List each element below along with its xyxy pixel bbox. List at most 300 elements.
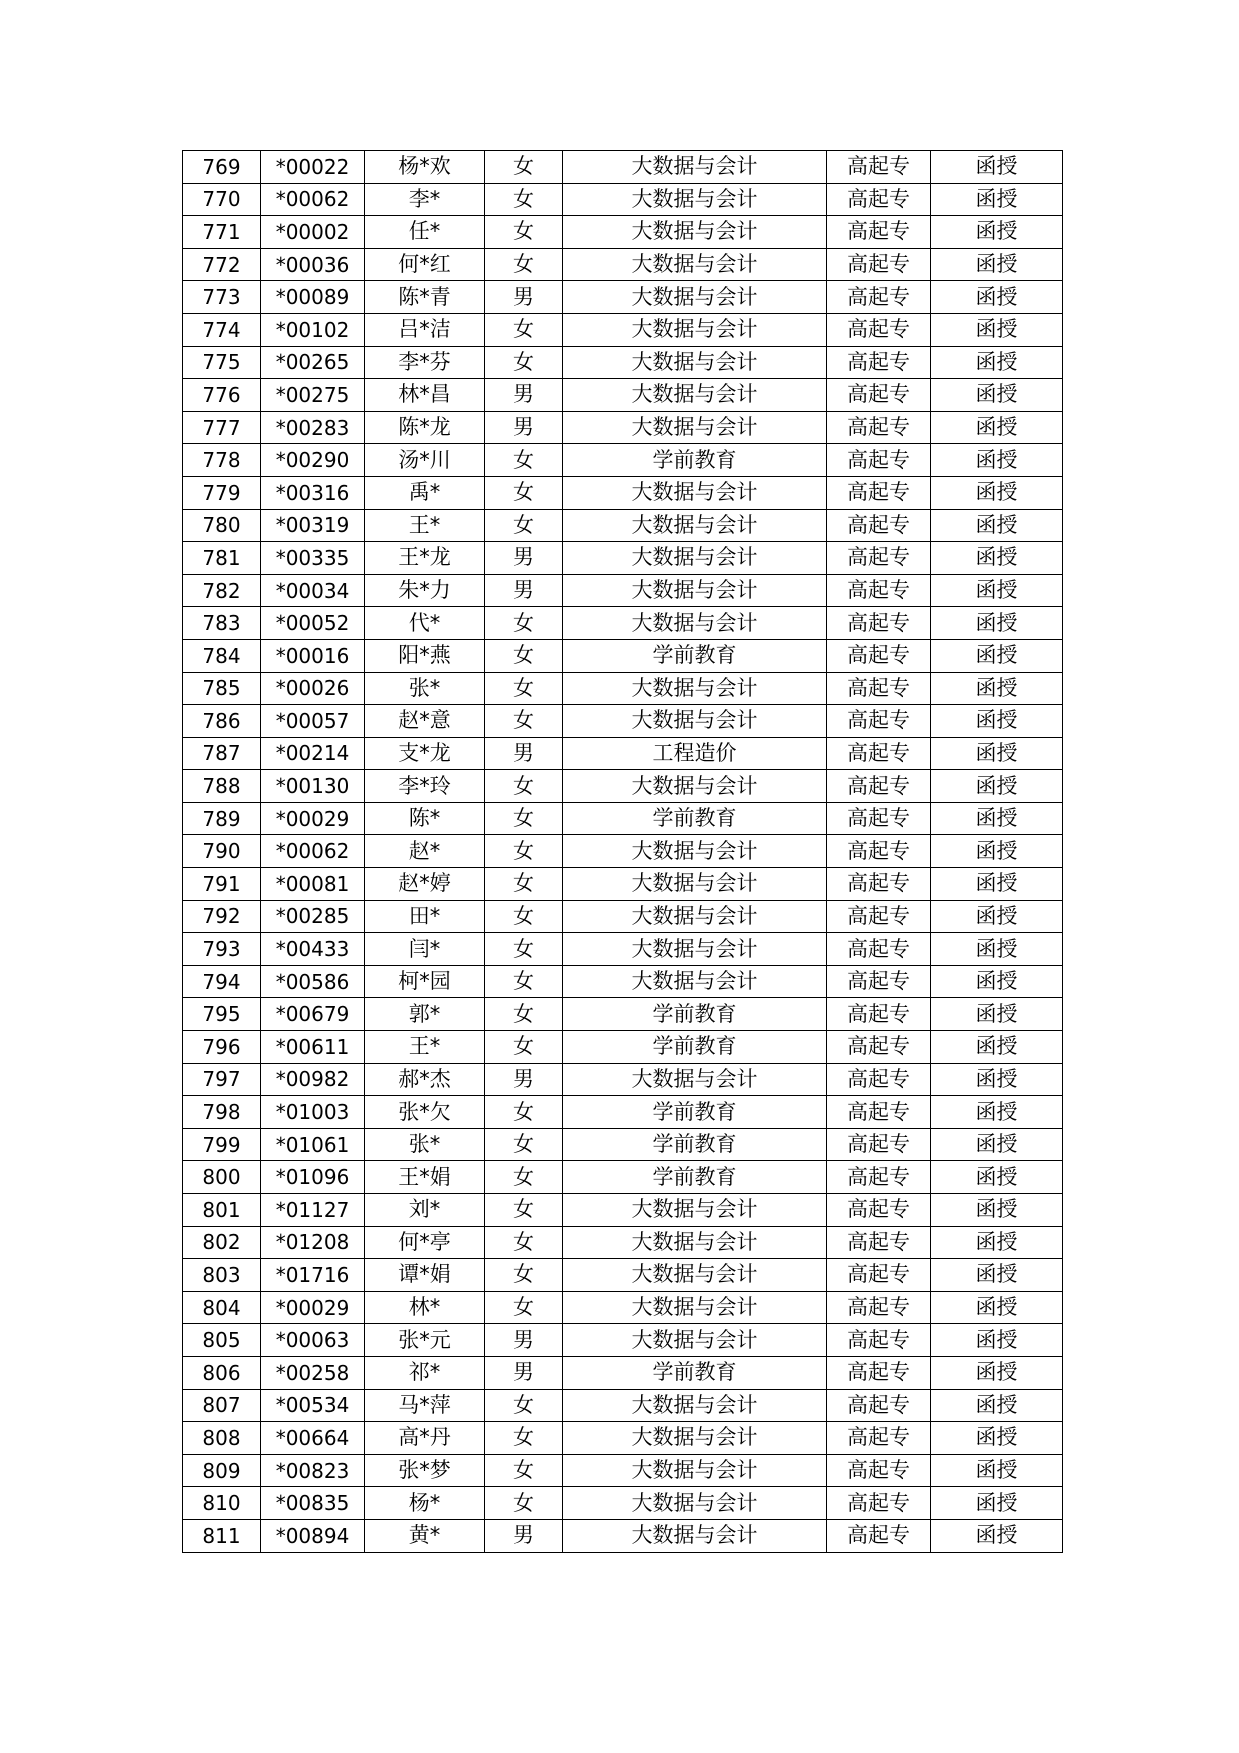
- gender-cell: 男: [485, 1519, 563, 1552]
- student-id-cell: *00316: [261, 476, 365, 509]
- student-name-cell: 张*元: [365, 1324, 485, 1357]
- table-row: [183, 281, 1063, 314]
- level-cell: 高起专: [827, 705, 931, 738]
- major-cell: 大数据与会计: [563, 411, 827, 444]
- level-cell: 高起专: [827, 1422, 931, 1455]
- gender-cell: 女: [485, 1291, 563, 1324]
- student-id-cell: *00062: [261, 835, 365, 868]
- student-id-cell: *00089: [261, 281, 365, 314]
- student-id-cell: *00022: [261, 151, 365, 184]
- table-row: [183, 802, 1063, 835]
- study-mode-cell: 函授: [931, 444, 1063, 477]
- level-cell: 高起专: [827, 542, 931, 575]
- major-cell: 大数据与会计: [563, 313, 827, 346]
- level-cell: 高起专: [827, 639, 931, 672]
- level-cell: 高起专: [827, 998, 931, 1031]
- row-number-cell: 804: [183, 1291, 261, 1324]
- student-name-cell: 刘*: [365, 1194, 485, 1227]
- row-number-cell: 792: [183, 900, 261, 933]
- gender-cell: 女: [485, 313, 563, 346]
- major-cell: 大数据与会计: [563, 476, 827, 509]
- level-cell: 高起专: [827, 248, 931, 281]
- student-id-cell: *00319: [261, 509, 365, 542]
- row-number-cell: 788: [183, 770, 261, 803]
- study-mode-cell: 函授: [931, 835, 1063, 868]
- student-name-cell: 李*玲: [365, 770, 485, 803]
- major-cell: 大数据与会计: [563, 281, 827, 314]
- student-id-cell: *01003: [261, 1096, 365, 1129]
- student-name-cell: 王*: [365, 1031, 485, 1064]
- row-number-cell: 774: [183, 313, 261, 346]
- level-cell: 高起专: [827, 835, 931, 868]
- student-id-cell: *00835: [261, 1487, 365, 1520]
- level-cell: 高起专: [827, 672, 931, 705]
- row-number-cell: 770: [183, 183, 261, 216]
- table-row: [183, 151, 1063, 184]
- level-cell: 高起专: [827, 1031, 931, 1064]
- student-name-cell: 王*娟: [365, 1161, 485, 1194]
- student-id-cell: *00275: [261, 379, 365, 412]
- gender-cell: 女: [485, 216, 563, 249]
- student-name-cell: 杨*: [365, 1487, 485, 1520]
- major-cell: 大数据与会计: [563, 542, 827, 575]
- student-name-cell: 王*龙: [365, 542, 485, 575]
- row-number-cell: 789: [183, 802, 261, 835]
- major-cell: 学前教育: [563, 998, 827, 1031]
- student-id-cell: *00016: [261, 639, 365, 672]
- roster-body: [183, 151, 1063, 1553]
- table-row: [183, 770, 1063, 803]
- study-mode-cell: 函授: [931, 705, 1063, 738]
- study-mode-cell: 函授: [931, 574, 1063, 607]
- student-id-cell: *00534: [261, 1389, 365, 1422]
- gender-cell: 男: [485, 379, 563, 412]
- row-number-cell: 800: [183, 1161, 261, 1194]
- table-row: [183, 1454, 1063, 1487]
- major-cell: 学前教育: [563, 444, 827, 477]
- student-name-cell: 祁*: [365, 1356, 485, 1389]
- gender-cell: 女: [485, 1031, 563, 1064]
- major-cell: 大数据与会计: [563, 1194, 827, 1227]
- student-name-cell: 赵*婷: [365, 868, 485, 901]
- student-id-cell: *00057: [261, 705, 365, 738]
- level-cell: 高起专: [827, 900, 931, 933]
- level-cell: 高起专: [827, 933, 931, 966]
- row-number-cell: 794: [183, 965, 261, 998]
- student-id-cell: *00034: [261, 574, 365, 607]
- gender-cell: 女: [485, 639, 563, 672]
- table-row: [183, 998, 1063, 1031]
- table-row: [183, 1389, 1063, 1422]
- study-mode-cell: 函授: [931, 868, 1063, 901]
- gender-cell: 女: [485, 346, 563, 379]
- level-cell: 高起专: [827, 770, 931, 803]
- major-cell: 学前教育: [563, 802, 827, 835]
- row-number-cell: 807: [183, 1389, 261, 1422]
- study-mode-cell: 函授: [931, 1063, 1063, 1096]
- student-name-cell: 陈*龙: [365, 411, 485, 444]
- gender-cell: 男: [485, 574, 563, 607]
- major-cell: 学前教育: [563, 639, 827, 672]
- gender-cell: 女: [485, 1226, 563, 1259]
- table-row: [183, 672, 1063, 705]
- level-cell: 高起专: [827, 379, 931, 412]
- student-id-cell: *00102: [261, 313, 365, 346]
- table-row: [183, 1161, 1063, 1194]
- major-cell: 大数据与会计: [563, 835, 827, 868]
- level-cell: 高起专: [827, 1063, 931, 1096]
- major-cell: 大数据与会计: [563, 607, 827, 640]
- row-number-cell: 797: [183, 1063, 261, 1096]
- student-id-cell: *00982: [261, 1063, 365, 1096]
- major-cell: 大数据与会计: [563, 1291, 827, 1324]
- row-number-cell: 805: [183, 1324, 261, 1357]
- row-number-cell: 785: [183, 672, 261, 705]
- student-id-cell: *01716: [261, 1259, 365, 1292]
- student-name-cell: 田*: [365, 900, 485, 933]
- table-row: [183, 737, 1063, 770]
- study-mode-cell: 函授: [931, 1519, 1063, 1552]
- student-id-cell: *00026: [261, 672, 365, 705]
- student-id-cell: *00335: [261, 542, 365, 575]
- student-id-cell: *00265: [261, 346, 365, 379]
- gender-cell: 女: [485, 770, 563, 803]
- study-mode-cell: 函授: [931, 183, 1063, 216]
- gender-cell: 女: [485, 705, 563, 738]
- student-name-cell: 支*龙: [365, 737, 485, 770]
- study-mode-cell: 函授: [931, 900, 1063, 933]
- table-row: [183, 1324, 1063, 1357]
- student-name-cell: 林*: [365, 1291, 485, 1324]
- study-mode-cell: 函授: [931, 770, 1063, 803]
- level-cell: 高起专: [827, 1487, 931, 1520]
- student-id-cell: *00664: [261, 1422, 365, 1455]
- level-cell: 高起专: [827, 802, 931, 835]
- gender-cell: 女: [485, 476, 563, 509]
- student-name-cell: 何*亭: [365, 1226, 485, 1259]
- student-id-cell: *00081: [261, 868, 365, 901]
- student-name-cell: 张*: [365, 672, 485, 705]
- gender-cell: 女: [485, 151, 563, 184]
- student-name-cell: 谭*娟: [365, 1259, 485, 1292]
- gender-cell: 女: [485, 444, 563, 477]
- study-mode-cell: 函授: [931, 1324, 1063, 1357]
- student-id-cell: *00029: [261, 802, 365, 835]
- level-cell: 高起专: [827, 183, 931, 216]
- major-cell: 大数据与会计: [563, 1487, 827, 1520]
- student-name-cell: 闫*: [365, 933, 485, 966]
- row-number-cell: 772: [183, 248, 261, 281]
- level-cell: 高起专: [827, 1096, 931, 1129]
- study-mode-cell: 函授: [931, 1259, 1063, 1292]
- study-mode-cell: 函授: [931, 1389, 1063, 1422]
- study-mode-cell: 函授: [931, 1226, 1063, 1259]
- gender-cell: 男: [485, 1324, 563, 1357]
- student-name-cell: 郝*杰: [365, 1063, 485, 1096]
- gender-cell: 男: [485, 411, 563, 444]
- gender-cell: 女: [485, 965, 563, 998]
- major-cell: 大数据与会计: [563, 1454, 827, 1487]
- student-id-cell: *00036: [261, 248, 365, 281]
- level-cell: 高起专: [827, 509, 931, 542]
- table-row: [183, 1422, 1063, 1455]
- table-row: [183, 1194, 1063, 1227]
- gender-cell: 女: [485, 1194, 563, 1227]
- gender-cell: 女: [485, 607, 563, 640]
- level-cell: 高起专: [827, 313, 931, 346]
- row-number-cell: 780: [183, 509, 261, 542]
- major-cell: 学前教育: [563, 1031, 827, 1064]
- row-number-cell: 787: [183, 737, 261, 770]
- student-id-cell: *00290: [261, 444, 365, 477]
- table-row: [183, 868, 1063, 901]
- row-number-cell: 796: [183, 1031, 261, 1064]
- gender-cell: 女: [485, 933, 563, 966]
- gender-cell: 女: [485, 509, 563, 542]
- study-mode-cell: 函授: [931, 346, 1063, 379]
- student-name-cell: 高*丹: [365, 1422, 485, 1455]
- student-name-cell: 杨*欢: [365, 151, 485, 184]
- row-number-cell: 790: [183, 835, 261, 868]
- row-number-cell: 806: [183, 1356, 261, 1389]
- student-id-cell: *00258: [261, 1356, 365, 1389]
- study-mode-cell: 函授: [931, 1454, 1063, 1487]
- row-number-cell: 775: [183, 346, 261, 379]
- study-mode-cell: 函授: [931, 933, 1063, 966]
- major-cell: 大数据与会计: [563, 1422, 827, 1455]
- table-row: [183, 444, 1063, 477]
- study-mode-cell: 函授: [931, 1291, 1063, 1324]
- gender-cell: 女: [485, 1487, 563, 1520]
- level-cell: 高起专: [827, 411, 931, 444]
- gender-cell: 女: [485, 248, 563, 281]
- student-name-cell: 张*梦: [365, 1454, 485, 1487]
- gender-cell: 女: [485, 1422, 563, 1455]
- major-cell: 大数据与会计: [563, 346, 827, 379]
- row-number-cell: 779: [183, 476, 261, 509]
- gender-cell: 男: [485, 737, 563, 770]
- gender-cell: 女: [485, 1161, 563, 1194]
- level-cell: 高起专: [827, 1161, 931, 1194]
- level-cell: 高起专: [827, 1324, 931, 1357]
- row-number-cell: 795: [183, 998, 261, 1031]
- level-cell: 高起专: [827, 1226, 931, 1259]
- student-name-cell: 张*欠: [365, 1096, 485, 1129]
- table-row: [183, 933, 1063, 966]
- row-number-cell: 786: [183, 705, 261, 738]
- gender-cell: 男: [485, 1356, 563, 1389]
- student-name-cell: 林*昌: [365, 379, 485, 412]
- student-name-cell: 赵*: [365, 835, 485, 868]
- table-row: [183, 1063, 1063, 1096]
- gender-cell: 男: [485, 281, 563, 314]
- table-row: [183, 705, 1063, 738]
- table-row: [183, 509, 1063, 542]
- student-name-cell: 汤*川: [365, 444, 485, 477]
- student-id-cell: *00214: [261, 737, 365, 770]
- student-id-cell: *00029: [261, 1291, 365, 1324]
- student-id-cell: *00611: [261, 1031, 365, 1064]
- gender-cell: 男: [485, 542, 563, 575]
- table-row: [183, 607, 1063, 640]
- study-mode-cell: 函授: [931, 151, 1063, 184]
- table-row: [183, 379, 1063, 412]
- table-row: [183, 1226, 1063, 1259]
- table-row: [183, 346, 1063, 379]
- student-name-cell: 王*: [365, 509, 485, 542]
- student-id-cell: *00285: [261, 900, 365, 933]
- table-row: [183, 639, 1063, 672]
- gender-cell: 男: [485, 1063, 563, 1096]
- student-id-cell: *00062: [261, 183, 365, 216]
- row-number-cell: 802: [183, 1226, 261, 1259]
- student-name-cell: 李*芬: [365, 346, 485, 379]
- table-row: [183, 574, 1063, 607]
- major-cell: 大数据与会计: [563, 705, 827, 738]
- major-cell: 大数据与会计: [563, 1226, 827, 1259]
- major-cell: 大数据与会计: [563, 965, 827, 998]
- level-cell: 高起专: [827, 1128, 931, 1161]
- study-mode-cell: 函授: [931, 965, 1063, 998]
- student-id-cell: *00052: [261, 607, 365, 640]
- level-cell: 高起专: [827, 1454, 931, 1487]
- student-id-cell: *00002: [261, 216, 365, 249]
- student-name-cell: 黄*: [365, 1519, 485, 1552]
- student-name-cell: 任*: [365, 216, 485, 249]
- table-row: [183, 542, 1063, 575]
- major-cell: 学前教育: [563, 1356, 827, 1389]
- student-id-cell: *01061: [261, 1128, 365, 1161]
- level-cell: 高起专: [827, 868, 931, 901]
- level-cell: 高起专: [827, 1194, 931, 1227]
- major-cell: 大数据与会计: [563, 672, 827, 705]
- student-roster-table: [182, 150, 1063, 1553]
- gender-cell: 女: [485, 900, 563, 933]
- table-row: [183, 835, 1063, 868]
- major-cell: 大数据与会计: [563, 1389, 827, 1422]
- table-row: [183, 1291, 1063, 1324]
- row-number-cell: 809: [183, 1454, 261, 1487]
- table-row: [183, 476, 1063, 509]
- level-cell: 高起专: [827, 151, 931, 184]
- study-mode-cell: 函授: [931, 476, 1063, 509]
- table-row: [183, 216, 1063, 249]
- row-number-cell: 808: [183, 1422, 261, 1455]
- study-mode-cell: 函授: [931, 281, 1063, 314]
- student-name-cell: 吕*洁: [365, 313, 485, 346]
- level-cell: 高起专: [827, 346, 931, 379]
- major-cell: 大数据与会计: [563, 248, 827, 281]
- table-row: [183, 1259, 1063, 1292]
- study-mode-cell: 函授: [931, 1356, 1063, 1389]
- gender-cell: 女: [485, 183, 563, 216]
- table-row: [183, 1096, 1063, 1129]
- level-cell: 高起专: [827, 607, 931, 640]
- table-row: [183, 1487, 1063, 1520]
- major-cell: 学前教育: [563, 1096, 827, 1129]
- row-number-cell: 776: [183, 379, 261, 412]
- gender-cell: 女: [485, 672, 563, 705]
- major-cell: 大数据与会计: [563, 770, 827, 803]
- row-number-cell: 769: [183, 151, 261, 184]
- table-row: [183, 183, 1063, 216]
- row-number-cell: 773: [183, 281, 261, 314]
- study-mode-cell: 函授: [931, 216, 1063, 249]
- level-cell: 高起专: [827, 1389, 931, 1422]
- level-cell: 高起专: [827, 1519, 931, 1552]
- table-row: [183, 1031, 1063, 1064]
- table-row: [183, 900, 1063, 933]
- study-mode-cell: 函授: [931, 639, 1063, 672]
- row-number-cell: 801: [183, 1194, 261, 1227]
- student-id-cell: *00433: [261, 933, 365, 966]
- student-name-cell: 张*: [365, 1128, 485, 1161]
- student-name-cell: 何*红: [365, 248, 485, 281]
- gender-cell: 女: [485, 1128, 563, 1161]
- table-row: [183, 1128, 1063, 1161]
- student-name-cell: 禹*: [365, 476, 485, 509]
- level-cell: 高起专: [827, 1259, 931, 1292]
- row-number-cell: 811: [183, 1519, 261, 1552]
- gender-cell: 女: [485, 868, 563, 901]
- level-cell: 高起专: [827, 574, 931, 607]
- table-row: [183, 1356, 1063, 1389]
- major-cell: 大数据与会计: [563, 574, 827, 607]
- gender-cell: 女: [485, 1454, 563, 1487]
- row-number-cell: 799: [183, 1128, 261, 1161]
- row-number-cell: 771: [183, 216, 261, 249]
- row-number-cell: 782: [183, 574, 261, 607]
- row-number-cell: 791: [183, 868, 261, 901]
- gender-cell: 女: [485, 1259, 563, 1292]
- major-cell: 大数据与会计: [563, 1259, 827, 1292]
- study-mode-cell: 函授: [931, 1487, 1063, 1520]
- major-cell: 学前教育: [563, 1128, 827, 1161]
- level-cell: 高起专: [827, 1356, 931, 1389]
- student-id-cell: *01208: [261, 1226, 365, 1259]
- row-number-cell: 793: [183, 933, 261, 966]
- level-cell: 高起专: [827, 965, 931, 998]
- study-mode-cell: 函授: [931, 411, 1063, 444]
- study-mode-cell: 函授: [931, 248, 1063, 281]
- level-cell: 高起专: [827, 216, 931, 249]
- major-cell: 学前教育: [563, 1161, 827, 1194]
- major-cell: 大数据与会计: [563, 1324, 827, 1357]
- level-cell: 高起专: [827, 476, 931, 509]
- student-id-cell: *01127: [261, 1194, 365, 1227]
- major-cell: 大数据与会计: [563, 379, 827, 412]
- student-id-cell: *00894: [261, 1519, 365, 1552]
- row-number-cell: 810: [183, 1487, 261, 1520]
- level-cell: 高起专: [827, 737, 931, 770]
- gender-cell: 女: [485, 802, 563, 835]
- level-cell: 高起专: [827, 444, 931, 477]
- study-mode-cell: 函授: [931, 1161, 1063, 1194]
- student-name-cell: 李*: [365, 183, 485, 216]
- gender-cell: 女: [485, 835, 563, 868]
- level-cell: 高起专: [827, 1291, 931, 1324]
- study-mode-cell: 函授: [931, 509, 1063, 542]
- row-number-cell: 783: [183, 607, 261, 640]
- study-mode-cell: 函授: [931, 802, 1063, 835]
- table-row: [183, 248, 1063, 281]
- major-cell: 大数据与会计: [563, 509, 827, 542]
- row-number-cell: 777: [183, 411, 261, 444]
- gender-cell: 女: [485, 998, 563, 1031]
- student-name-cell: 郭*: [365, 998, 485, 1031]
- major-cell: 大数据与会计: [563, 933, 827, 966]
- student-id-cell: *00063: [261, 1324, 365, 1357]
